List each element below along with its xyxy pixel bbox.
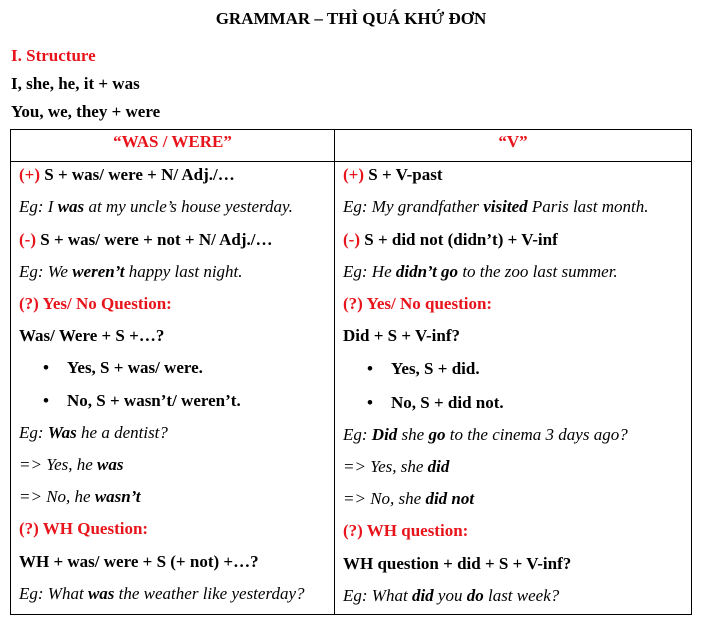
table-body-row bbox=[11, 162, 692, 615]
yes-no-heading: (?) Yes/ No Question: bbox=[19, 294, 172, 313]
positive-example: Eg: I was at my uncle’s house yesterday. bbox=[19, 197, 293, 216]
positive-example: Eg: My grandfather visited Paris last month. bbox=[343, 197, 649, 216]
no-answer: => No, he wasn’t bbox=[19, 487, 141, 506]
was-were-column bbox=[11, 162, 335, 615]
wh-heading: (?) WH question: bbox=[343, 521, 469, 540]
grammar-table bbox=[10, 129, 692, 615]
yes-no-formula: Did + S + V-inf? bbox=[343, 326, 460, 345]
wh-formula: WH question + did + S + V-inf? bbox=[343, 554, 572, 573]
list-item: • No, S + did not. bbox=[367, 393, 504, 412]
question-example: Eg: Did she go to the cinema 3 days ago? bbox=[343, 425, 628, 444]
wh-example: Eg: What did you do last week? bbox=[343, 586, 560, 605]
yes-answer: => Yes, he was bbox=[19, 455, 124, 474]
wh-example: Eg: What was the weather like yesterday? bbox=[19, 584, 305, 603]
header-was-were: “WAS / WERE” bbox=[11, 130, 335, 162]
yes-no-formula: Was/ Were + S +…? bbox=[19, 326, 165, 345]
document-title: GRAMMAR – THÌ QUÁ KHỨ ĐƠN bbox=[215, 9, 487, 28]
yes-no-heading: (?) Yes/ No question: bbox=[343, 294, 493, 313]
wh-formula: WH + was/ were + S (+ not) +…? bbox=[19, 552, 259, 571]
positive-formula: (+) S + was/ were + N/ Adj./… bbox=[19, 165, 235, 184]
table-header-row bbox=[11, 130, 692, 162]
negative-formula: (-) S + was/ were + not + N/ Adj./… bbox=[19, 230, 273, 249]
wh-heading: (?) WH Question: bbox=[19, 519, 149, 538]
intro-line-was: I, she, he, it + was bbox=[11, 74, 140, 93]
list-item: • Yes, S + did. bbox=[367, 359, 480, 378]
question-example: Eg: Was he a dentist? bbox=[19, 423, 168, 442]
header-v: “V” bbox=[335, 130, 692, 162]
v-column bbox=[335, 162, 692, 615]
negative-formula: (-) S + did not (didn’t) + V-inf bbox=[343, 230, 558, 249]
negative-example: Eg: He didn’t go to the zoo last summer. bbox=[343, 262, 618, 281]
list-item: • Yes, S + was/ were. bbox=[43, 358, 203, 377]
section-heading: I. Structure bbox=[11, 46, 96, 65]
positive-formula: (+) S + V-past bbox=[343, 165, 443, 184]
no-answer: => No, she did not bbox=[343, 489, 475, 508]
negative-example: Eg: We weren’t happy last night. bbox=[19, 262, 243, 281]
list-item: • No, S + wasn’t/ weren’t. bbox=[43, 391, 241, 410]
intro-line-were: You, we, they + were bbox=[11, 102, 161, 121]
yes-answer: => Yes, she did bbox=[343, 457, 450, 476]
